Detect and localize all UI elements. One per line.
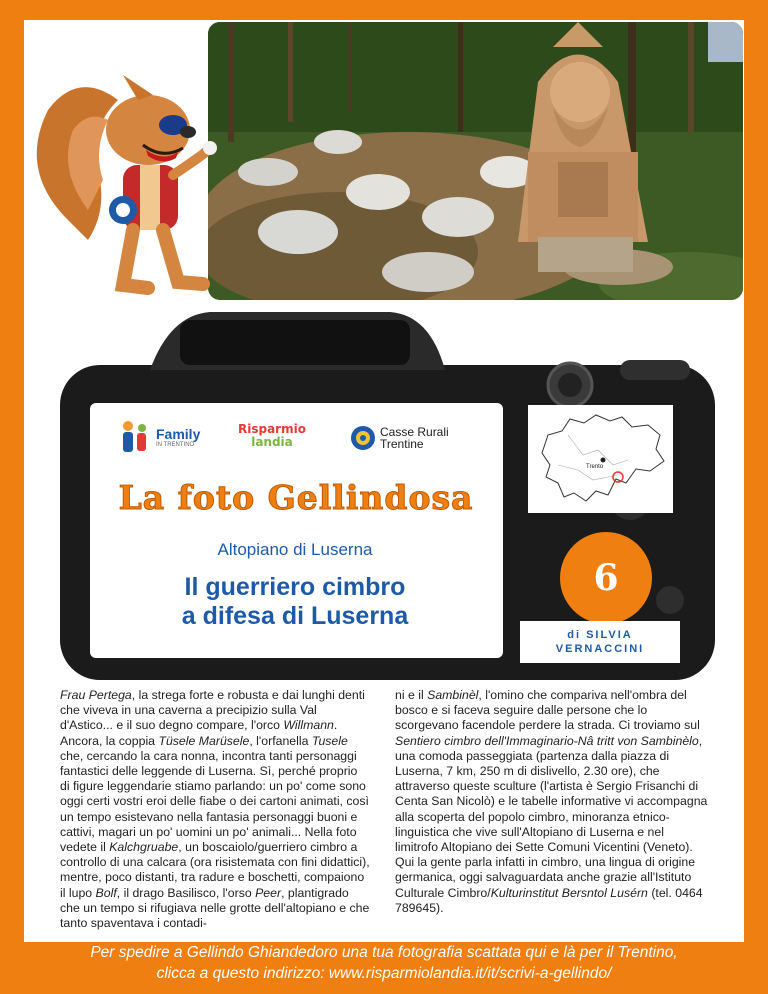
text: che, cercando la cara nonna, incontra tanti personaggi fantastici delle leggende di Luserna. Sì, perché proprio di figure leggendarie stiamo parlando: un po' come sono oggi certi vostri eroi delle fiabe o dei cartoni animati, così un tempo esistevano nella fantasia personaggi buoni e cattivi, magari un po' uomini un po' animali... Nella foto vedete il	[60, 748, 369, 855]
photo-wooden-statue	[208, 22, 743, 300]
headline-line-1: Il guerriero cimbro	[184, 573, 406, 601]
logo-casse-line2: Trentine	[380, 437, 424, 451]
text-italic: Kulturinstitut Bersntol Lusérn	[490, 885, 648, 900]
text: , un boscaiolo/guerriero cimbro a controllo di una calcara (ora risistemata con fini didattici), mentre, poco distanti, tra radure e boschetti, compaiono il lupo	[60, 840, 370, 900]
article-headline	[120, 573, 470, 631]
text: , l'omino che compariva nell'ombra del bosco e si faceva seguire dalle persone che lo scorgevano facendole perdere la strada. Ci troviamo sul	[395, 688, 700, 733]
text: . Ancora, la coppia	[60, 718, 338, 748]
casse-rurali-emblem-icon	[350, 425, 376, 451]
photo-illustration	[208, 22, 743, 300]
location-subtitle: Altopiano di Luserna	[217, 540, 373, 559]
text: ni e il	[395, 688, 428, 702]
article-column-left	[60, 688, 370, 931]
text: (tel. 0464 789645).	[395, 885, 703, 915]
logo-risparmiolandia-top: Risparmio	[238, 422, 306, 436]
footer-line-1: Per spedire a Gellindo Ghiandedoro una tua fotografia scattata qui e là per il Trentino,	[90, 944, 678, 961]
footer-submission-notice	[24, 942, 744, 984]
logo-risparmiolandia	[238, 423, 306, 449]
text-italic: Tüsele Marüsele	[158, 733, 250, 748]
article-column-right	[395, 688, 710, 916]
text: , una comoda passeggiata (partenza dalla piazza di Luserna, 7 km, 250 m di dislivello, 2.30 ore), che attraverso queste sculture (l'artista è Sergio Frisanchi di Centa San Nicolò) e le tabelle informative vi accompagna alla scoperta del popolo cimbro, minoranza etnico-linguistica che vive sull'Altopiano di Luserna e nel limitrofo Altopiano dei Sette Comuni Vicentini (Veneto). Qui la gente parla infatti in cimbro, una lingua di origine germanica, oggi salvaguardata anche grazie all'Istituto Culturale Cimbro/	[395, 733, 708, 900]
author-line-2: VERNACCINI	[555, 643, 645, 655]
trentino-outline-map	[528, 405, 673, 513]
text: , plantigrado che un tempo si rifugiava nelle grotte dell'altopiano e che tanto spaventava i contadi-	[60, 885, 370, 931]
family-figures-icon	[118, 419, 152, 455]
footer-link[interactable]: clicca a questo indirizzo: www.risparmiolandia.it/it/scrivi-a-gellindo/	[156, 965, 612, 982]
text-italic: Sambinèl	[427, 688, 479, 702]
text: , l'orfanella	[249, 733, 312, 748]
logo-family-text: Family	[156, 426, 201, 442]
text-italic: Sentiero cimbro dell'Immaginario-Nâ tritt von Sambinèlo	[395, 733, 699, 748]
text-italic: Bolf	[95, 885, 117, 900]
text-italic: Tusele	[311, 733, 348, 748]
text: , la strega forte e robusta e dai lunghi denti che viveva in una caverna a precipizio sulla Val d'Astico... e il suo degno compare, l'orco	[60, 688, 365, 733]
author-credit	[520, 621, 680, 663]
page-title: La foto Gellindosa	[118, 478, 474, 517]
logo-risparmiolandia-bottom: landia	[251, 435, 293, 449]
logo-casse-line1: Casse Rurali	[380, 425, 449, 439]
trentino-map	[528, 405, 673, 513]
logo-family-subtext: IN TRENTINO	[156, 442, 195, 448]
issue-number-badge: 6	[560, 532, 652, 624]
headline-line-2: a difesa di Luserna	[181, 602, 409, 630]
map-label-trento: Trento	[586, 464, 604, 470]
text-italic: Peer	[255, 885, 282, 900]
text-italic: Kalchgruabe	[109, 840, 179, 855]
text: , il drago Basilisco, l'orso	[116, 885, 256, 900]
mascot-squirrel-illustration	[28, 60, 218, 310]
text-italic: Frau Pertega	[60, 688, 132, 702]
text-italic: Willmann	[283, 718, 334, 733]
logo-family-in-trentino	[118, 419, 200, 455]
logo-casse-rurali-trentine	[350, 425, 449, 451]
author-line-1: di SILVIA	[567, 629, 633, 641]
